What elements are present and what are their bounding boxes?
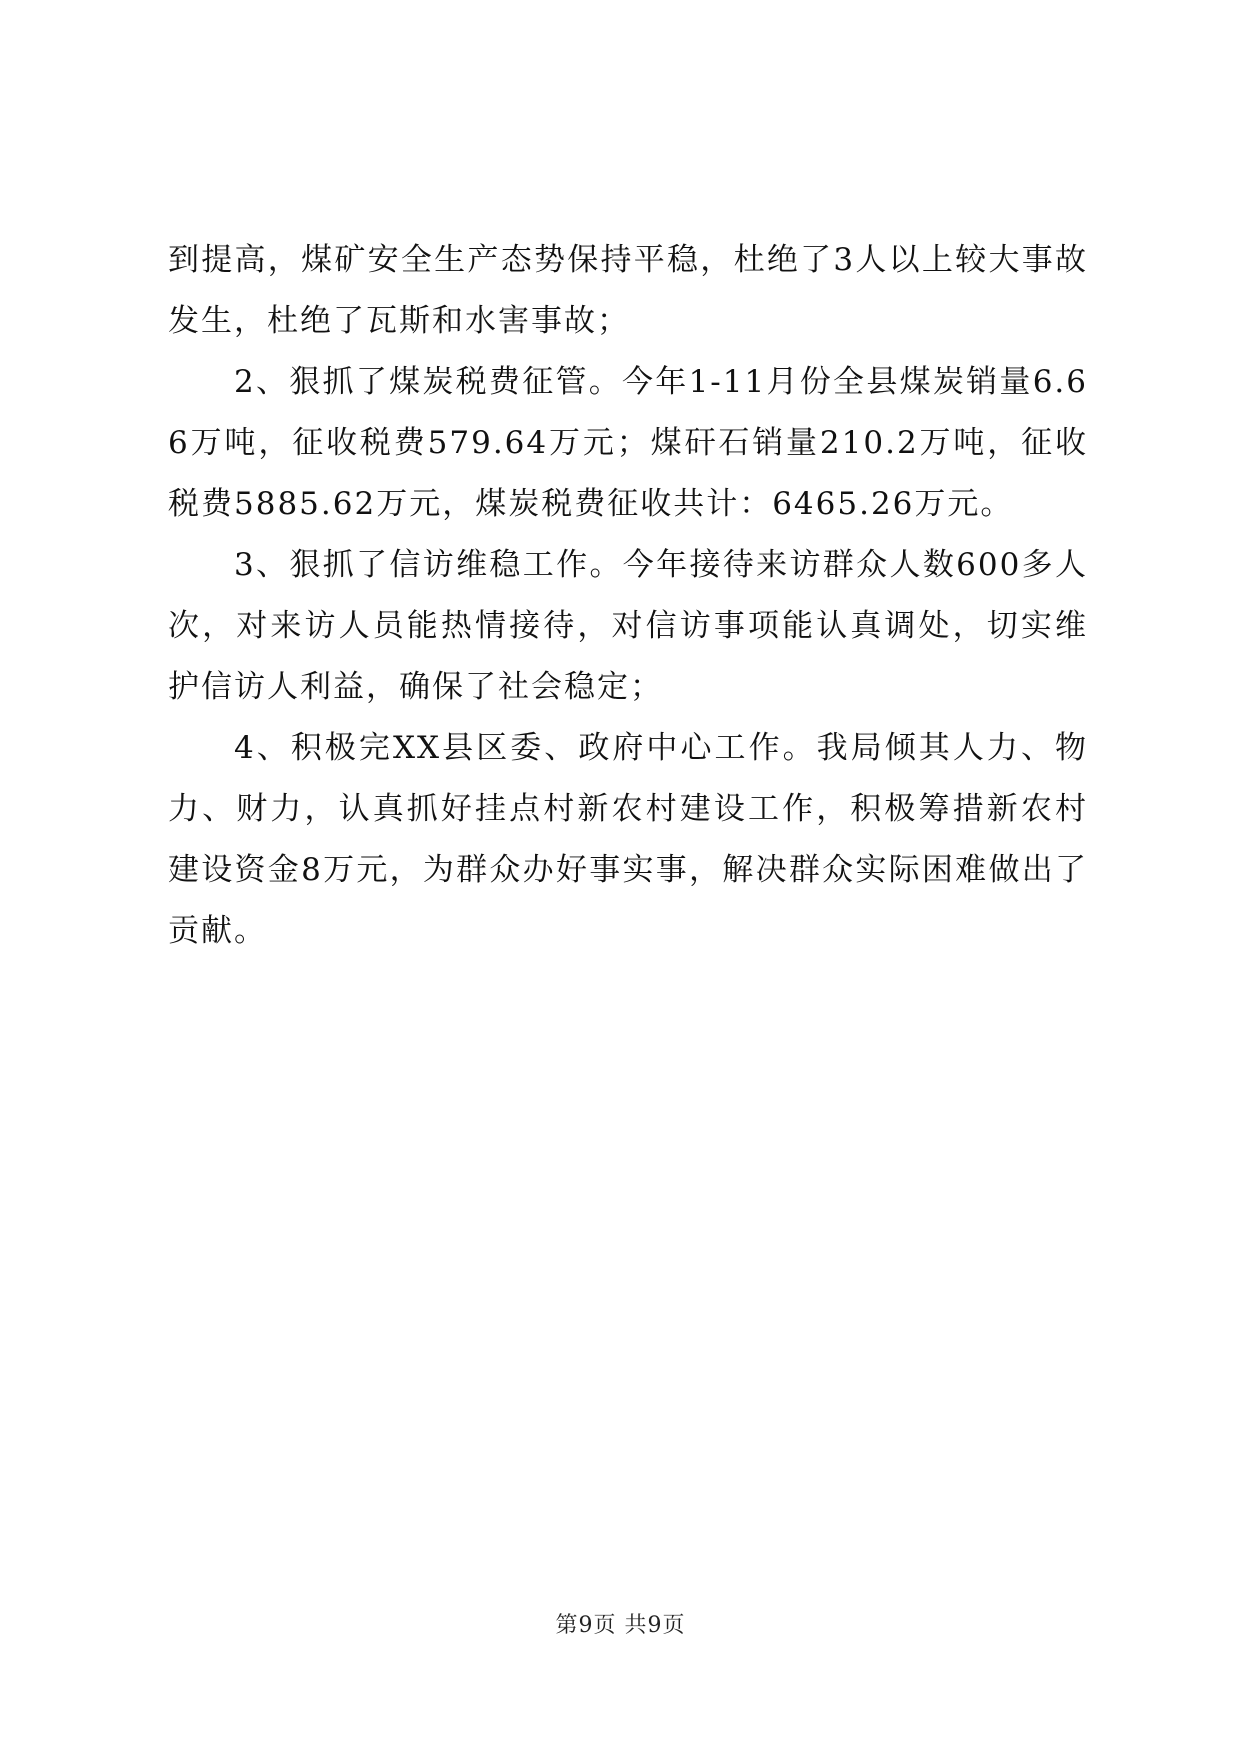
paragraph-continuation: 到提高，煤矿安全生产态势保持平稳，杜绝了3人以上较大事故发生，杜绝了瓦斯和水害事故； (168, 242, 1088, 339)
page-number-footer: 第9页 共9页 (555, 1613, 686, 1638)
paragraph-coal-tax: 2、狠抓了煤炭税费征管。今年1-11月份全县煤炭销量6.66万吨，征收税费579.64万元；煤矸石销量210.2万吨，征收税费5885.62万元，煤炭税费征收共计：6465.26万元。 (168, 364, 1088, 522)
paragraph-county-work: 4、积极完XX县区委、政府中心工作。我局倾其人力、物力、财力，认真抓好挂点村新农村建设工作，积极筹措新农村建设资金8万元，为群众办好事实事，解决群众实际困难做出了贡献。 (168, 730, 1088, 949)
document-body (168, 230, 1088, 962)
paragraph-petition: 3、狠抓了信访维稳工作。今年接待来访群众人数600多人次，对来访人员能热情接待，对信访事项能认真调处，切实维护信访人利益，确保了社会稳定； (168, 547, 1088, 705)
